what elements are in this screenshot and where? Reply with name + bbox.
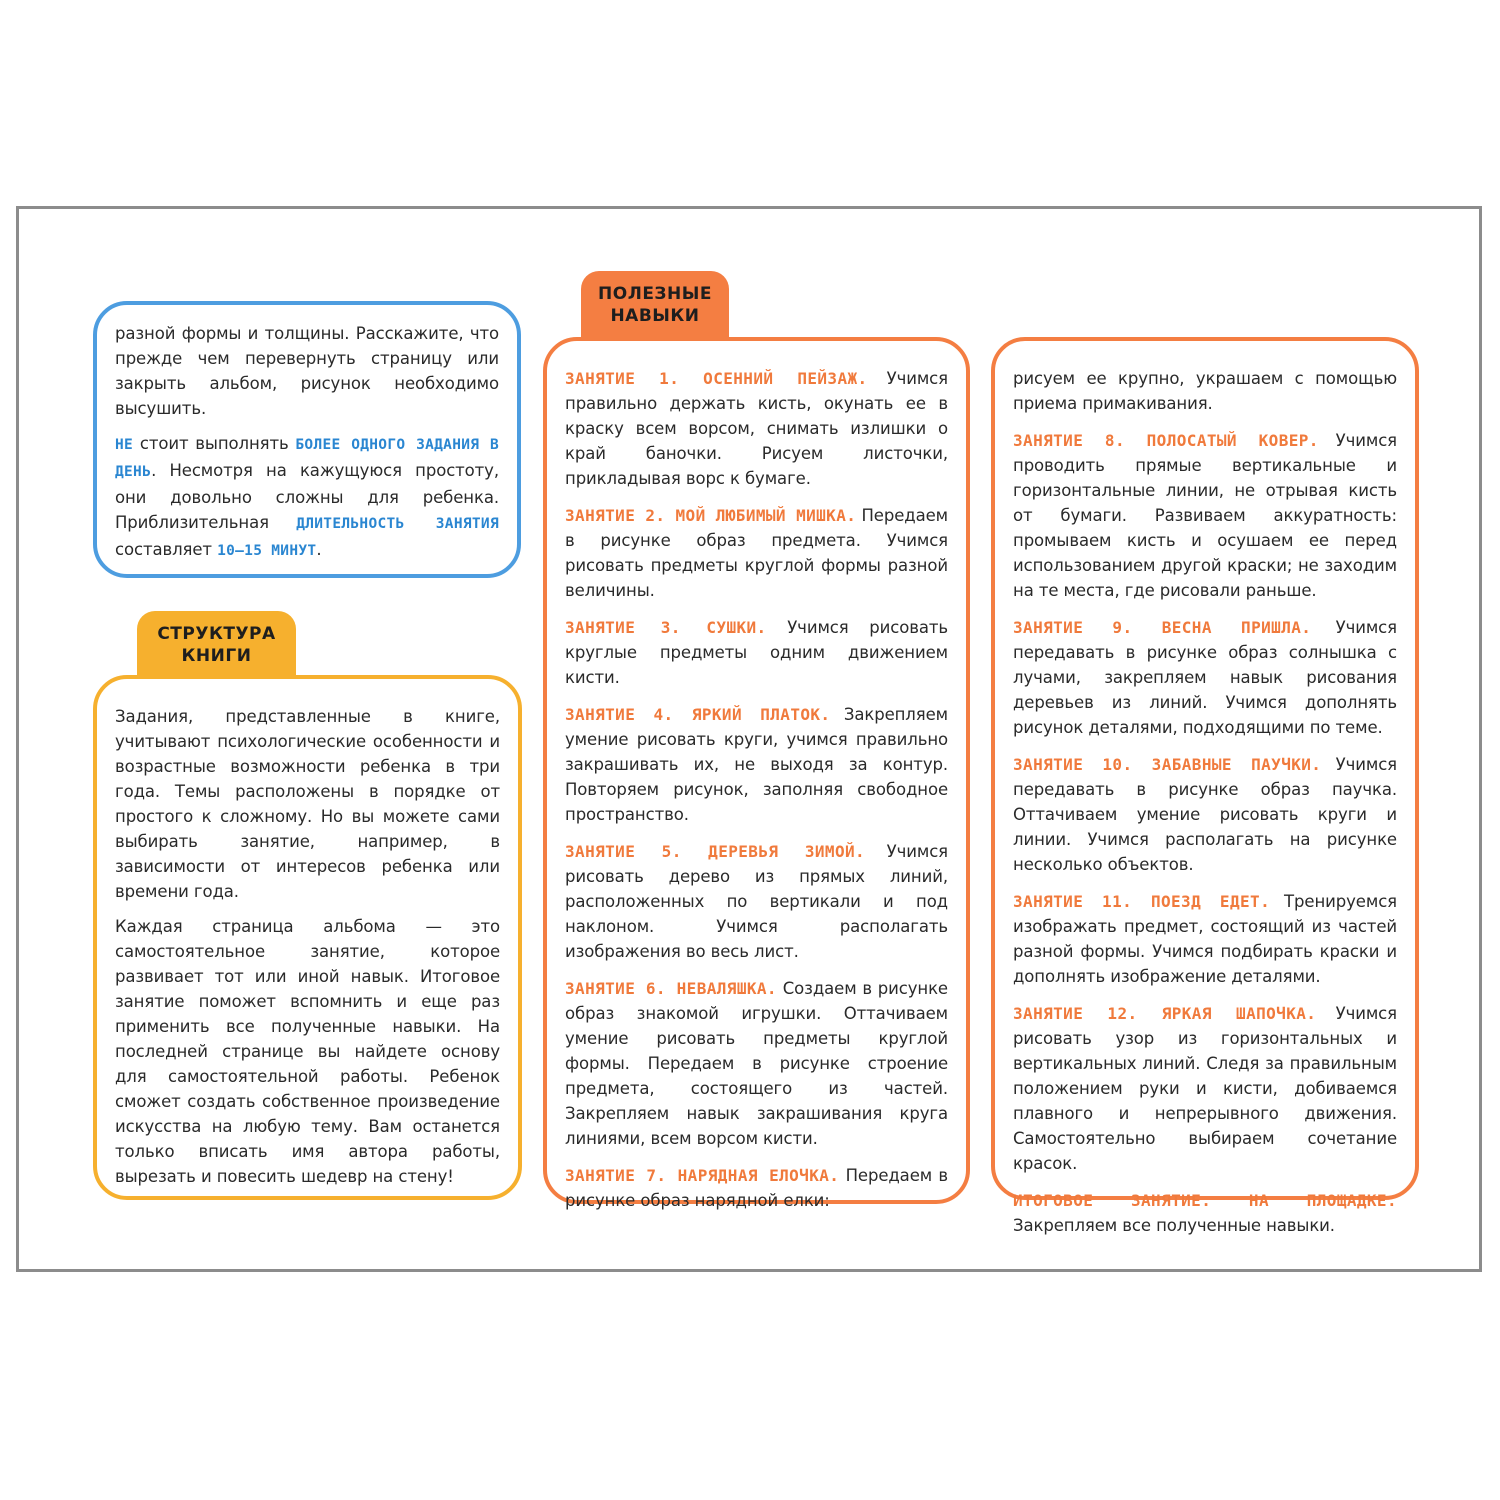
lesson-8 <box>1013 428 1397 603</box>
highlight: БОЛЕЕ ОДНОГО ЗАДАНИЯ В ДЕНЬ <box>115 437 499 480</box>
lesson-text: Учимся передавать в рисунке образ солнышка с лучами, закрепляем навык рисования деревьев из линий. Учимся дополнять рисунок деталями, подходящими по теме. <box>1013 618 1397 737</box>
structure-tab <box>137 611 296 679</box>
lesson-title: ЗАНЯТИЕ 2. МОЙ ЛЮБИМЫЙ МИШКА. <box>565 506 857 525</box>
lesson-3 <box>565 615 948 690</box>
lesson-text: Учимся правильно держать кисть, окунать ее в краску всем ворсом, снимать излишки о край баночки. Рисуем листочки, прикладывая ворс к бумаге. <box>565 369 948 488</box>
lesson-text: Закрепляем все полученные навыки. <box>1013 1216 1335 1235</box>
lesson-11 <box>1013 889 1397 989</box>
lesson-title: ЗАНЯТИЕ 7. НАРЯДНАЯ ЕЛОЧКА. <box>565 1166 840 1185</box>
text: . <box>316 540 322 559</box>
lesson-7-continued: рисуем ее крупно, украшаем с помощью приема примакивания. <box>1013 369 1397 413</box>
highlight: НЕ <box>115 437 134 453</box>
lesson-text: Передаем в рисунке образ нарядной елки: <box>565 1166 949 1210</box>
structure-paragraph-2: Каждая страница альбома — это самостоятельное занятие, которое развивает тот или иной навык. Итоговое занятие поможет вспомнить и еще раз применить все полученные навыки. На последней странице вы найдете основу для самостоятельной работы. Ребенок сможет создать собственное произведение искусства на любую тему. Вам останется только вписать имя автора работы, вырезать и повесить шедевр на стену! <box>115 917 500 1186</box>
lesson-title: ЗАНЯТИЕ 5. ДЕРЕВЬЯ ЗИМОЙ. <box>565 842 866 861</box>
tips-box <box>93 301 521 578</box>
lesson-title: ЗАНЯТИЕ 1. ОСЕННИЙ ПЕЙЗАЖ. <box>565 369 868 388</box>
lesson-7 <box>565 1163 948 1213</box>
skills-box-column-2 <box>991 337 1419 1235</box>
lesson-10 <box>1013 752 1397 877</box>
lesson-text: Учимся передавать в рисунке образ паучка. Оттачиваем умение рисовать круги и линии. Учимся располагать на рисунке несколько объектов. <box>1013 755 1397 874</box>
lesson-text: Создаем в рисунке образ знакомой игрушки. Оттачиваем умение рисовать предметы круглой формы. Передаем в рисунке строение предмета, состоящего из частей. Закрепляем навык закрашивания круга линиями, всем ворсом кисти. <box>565 979 948 1148</box>
lesson-4 <box>565 702 948 827</box>
lesson-9 <box>1013 615 1397 740</box>
skills-box-column-1 <box>543 337 970 1210</box>
structure-box <box>93 675 522 1200</box>
lesson-2 <box>565 503 948 603</box>
tips-paragraph-2 <box>115 431 499 564</box>
lesson-title: ИТОГОВОЕ ЗАНЯТИЕ. НА ПЛОЩАДКЕ. <box>1013 1191 1397 1210</box>
lesson-title: ЗАНЯТИЕ 11. ПОЕЗД ЕДЕТ. <box>1013 892 1271 911</box>
lesson-5 <box>565 839 948 964</box>
lesson-text: Тренируемся изображать предмет, состоящий из частей разной формы. Учимся подбирать краски и дополнять изображение деталями. <box>1013 892 1397 986</box>
structure-tab-line2: КНИГИ <box>181 646 252 666</box>
lesson-text: Учимся проводить прямые вертикальные и горизонтальные линии, не отрывая кисть от бумаги. Развиваем аккуратность: промываем кисть и осушаем ее перед использованием другой краски; не заходим на те места, где рисовали раньше. <box>1013 431 1397 600</box>
lesson-title: ЗАНЯТИЕ 4. ЯРКИЙ ПЛАТОК. <box>565 705 831 724</box>
tips-paragraph-1: разной формы и толщины. Расскажите, что прежде чем перевернуть страницу или закрыть альбом, рисунок необходимо высушить. <box>115 324 499 418</box>
skills-tab-line1: ПОЛЕЗНЫЕ <box>598 284 712 304</box>
lesson-text: Передаем в рисунке образ предмета. Учимся рисовать предметы круглой формы разной величины. <box>565 506 948 600</box>
lesson-text: Учимся рисовать дерево из прямых линий, расположенных по вертикали и под наклоном. Учимся располагать изображения во весь лист. <box>565 842 948 961</box>
lesson-6 <box>565 976 948 1151</box>
lesson-title: ЗАНЯТИЕ 12. ЯРКАЯ ШАПОЧКА. <box>1013 1004 1317 1023</box>
structure-tab-line1: СТРУКТУРА <box>157 624 276 644</box>
highlight: ДЛИТЕЛЬНОСТЬ ЗАНЯТИЯ <box>296 516 499 532</box>
skills-tab-line2: НАВЫКИ <box>610 306 700 326</box>
lesson-title: ЗАНЯТИЕ 6. НЕВАЛЯШКА. <box>565 979 777 998</box>
lesson-title: ЗАНЯТИЕ 8. ПОЛОСАТЫЙ КОВЕР. <box>1013 431 1319 450</box>
final-lesson <box>1013 1188 1397 1238</box>
lesson-title: ЗАНЯТИЕ 9. ВЕСНА ПРИШЛА. <box>1013 618 1312 637</box>
structure-paragraph-1: Задания, представленные в книге, учитывают психологические особенности и возрастные возможности ребенка в три года. Темы расположены в порядке от простого к сложному. Но вы можете сами выбирать занятие, например, в зависимости от интересов ребенка или времени года. <box>115 707 500 901</box>
skills-tab <box>581 271 729 341</box>
text: . Несмотря на кажущуюся простоту, они довольно сложны для ребенка. Приблизительная <box>115 461 499 532</box>
lesson-title: ЗАНЯТИЕ 10. ЗАБАВНЫЕ ПАУЧКИ. <box>1013 755 1322 774</box>
lesson-text: Учимся рисовать круглые предметы одним движением кисти. <box>565 618 948 687</box>
lesson-1 <box>565 366 948 491</box>
text: стоит выполнять <box>133 434 296 453</box>
highlight: 10–15 МИНУТ <box>217 543 317 559</box>
text: составляет <box>115 540 218 559</box>
lesson-12 <box>1013 1001 1397 1176</box>
lesson-text: Учимся рисовать узор из горизонтальных и вертикальных линий. Следя за правильным положением руки и кисти, добиваемся плавного и непрерывного движения. Самостоятельно выбираем сочетание красок. <box>1013 1004 1397 1173</box>
lesson-text: Закрепляем умение рисовать круги, учимся правильно закрашивать их, не выходя за контур. Повторяем рисунок, заполняя свободное пространство. <box>565 705 948 824</box>
lesson-title: ЗАНЯТИЕ 3. СУШКИ. <box>565 618 767 637</box>
